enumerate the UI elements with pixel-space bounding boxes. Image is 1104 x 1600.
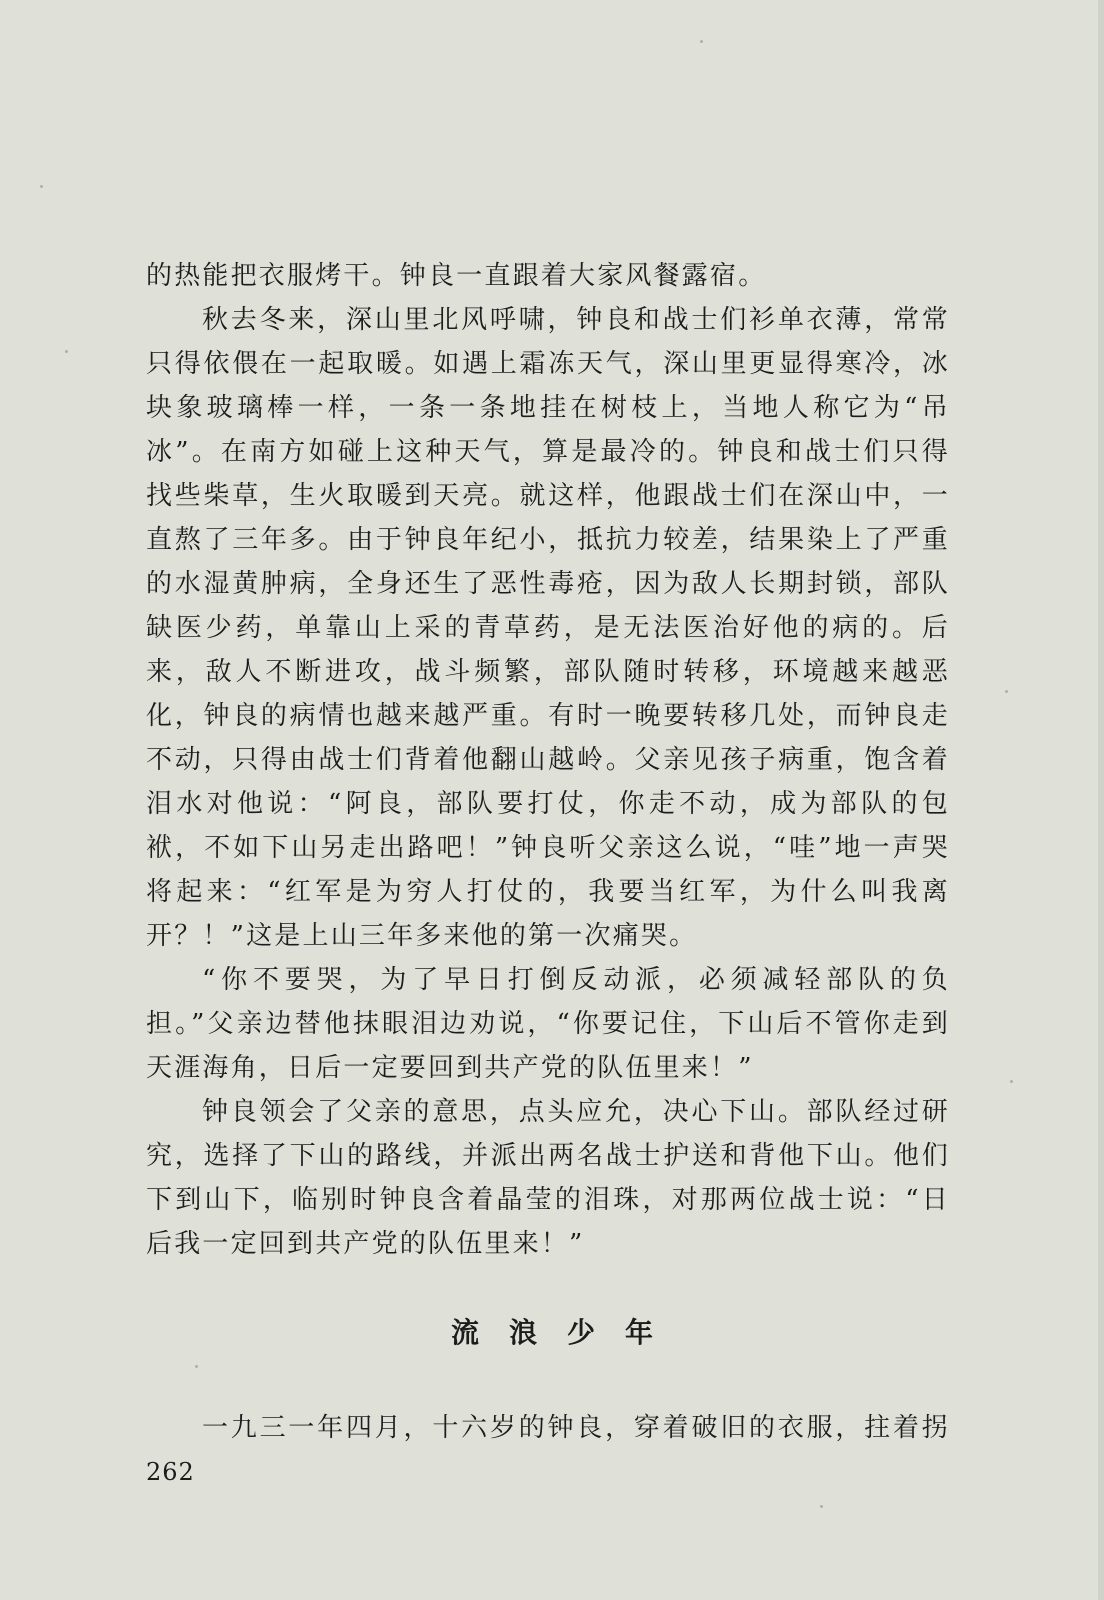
section-first-line: 一九三一年四月，十六岁的钟良，穿着破旧的衣服，拄着拐 xyxy=(202,1413,950,1443)
paper-speck xyxy=(1005,690,1008,693)
paper-speck xyxy=(195,1365,198,1368)
page-edge xyxy=(1098,0,1104,1600)
paragraph-1: 的热能把衣服烤干。钟良一直跟着大家风餐露宿。 xyxy=(146,261,767,291)
paper-speck xyxy=(1010,1080,1013,1083)
paper-speck xyxy=(65,350,68,353)
paper-speck xyxy=(700,40,703,43)
paper-speck xyxy=(820,1505,823,1508)
section-title: 流浪少年 xyxy=(450,1316,683,1349)
paragraph-4: 钟良领会了父亲的意思，点头应允，决心下山。部队经过研究，选择了下山的路线，并派出两名战士护送和背他下山。他们下到山下，临别时钟良含着晶莹的泪珠，对那两位战士说：“日后我一定回到共产党的队伍里来！” xyxy=(146,1097,950,1259)
page-number: 262 xyxy=(146,1458,195,1486)
paragraph-2: 秋去冬来，深山里北风呼啸，钟良和战士们衫单衣薄，常常只得依偎在一起取暖。如遇上霜冻天气，深山里更显得寒冷，冰块象玻璃棒一样，一条一条地挂在树枝上，当地人称它为“吊冰”。在南方如碰上这种天气，算是最冷的。钟良和战士们只得找些柴草，生火取暖到天亮。就这样，他跟战士们在深山中，一直熬了三年多。由于钟良年纪小，抵抗力较差，结果染上了严重的水湿黄肿病，全身还生了恶性毒疮，因为敌人长期封锁，部队缺医少药，单靠山上采的青草药，是无法医治好他的病的。后来，敌人不断进攻，战斗频繁，部队随时转移，环境越来越恶化，钟良的病情也越来越严重。有时一晚要转移几处，而钟良走不动，只得由战士们背着他翻山越岭。父亲见孩子病重，饱含着泪水对他说：“阿良，部队要打仗，你走不动，成为部队的包袱，不如下山另走出路吧！”钟良听父亲这么说，“哇”地一声哭将起来：“红军是为穷人打仗的，我要当红军，为什么叫我离开？！”这是上山三年多来他的第一次痛哭。 xyxy=(146,305,950,951)
paper-speck xyxy=(40,185,43,188)
paragraph-3: “你不要哭，为了早日打倒反动派，必须减轻部队的负担。”父亲边替他抹眼泪边劝说，“你要记住，下山后不管你走到天涯海角，日后一定要回到共产党的队伍里来！” xyxy=(146,965,950,1083)
body-text xyxy=(146,254,950,1266)
